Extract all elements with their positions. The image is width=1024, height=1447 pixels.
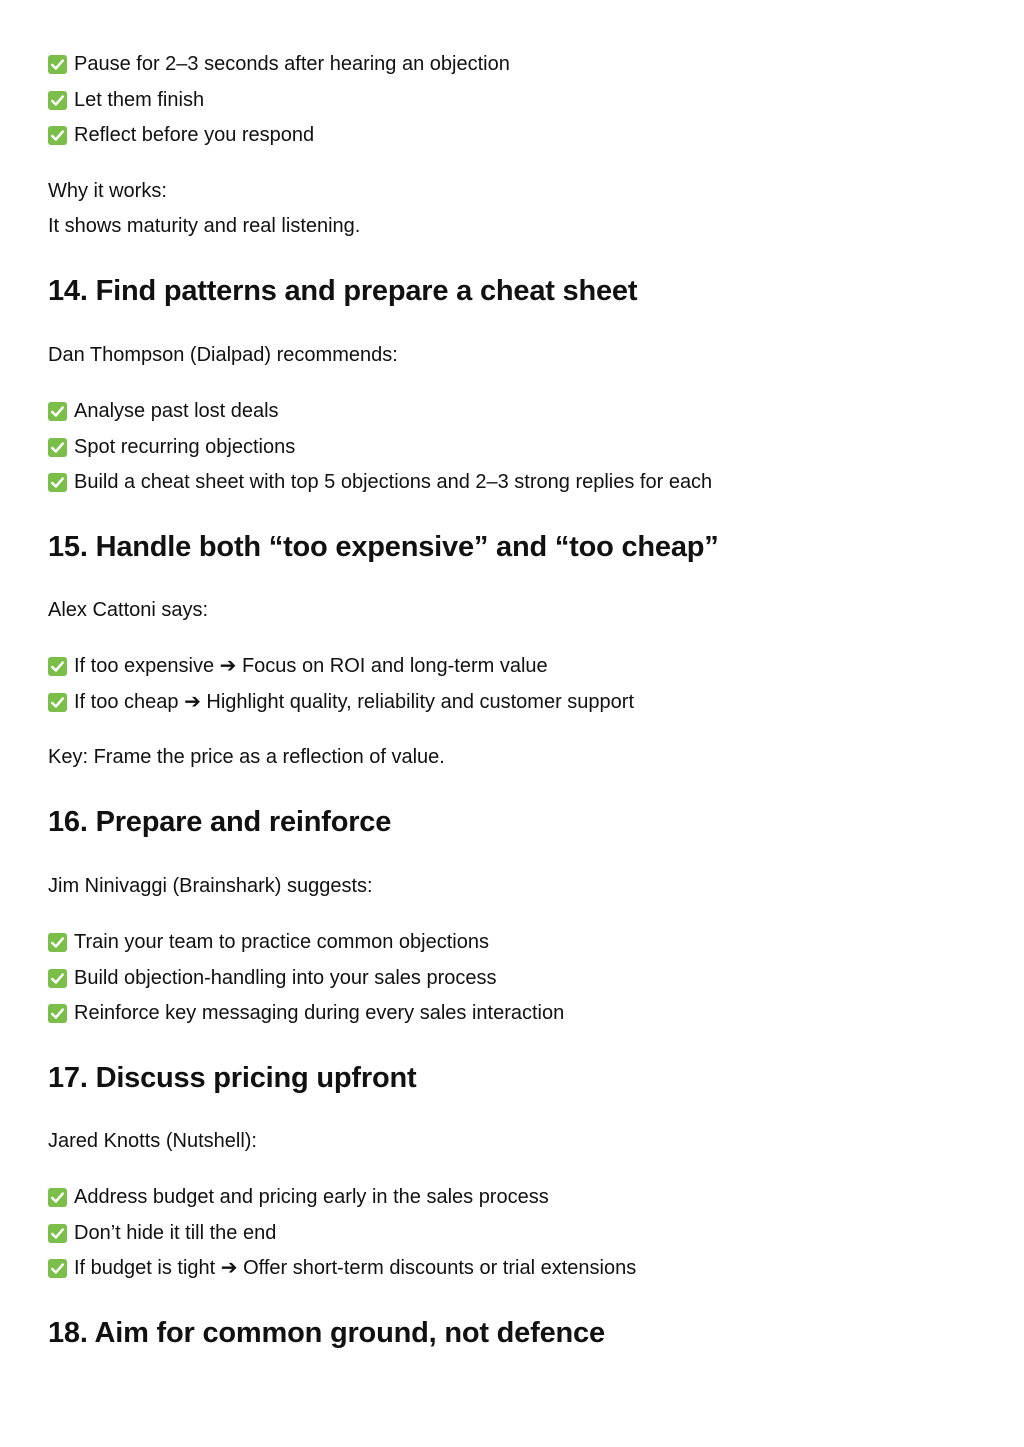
check-mark-button-icon — [48, 126, 67, 145]
section-heading: 14. Find patterns and prepare a cheat sheet — [48, 275, 638, 307]
check-mark-button-icon — [48, 657, 67, 676]
check-mark-button-icon — [48, 933, 67, 952]
section-lead: Dan Thompson (Dialpad) recommends: — [48, 344, 398, 366]
checklist-item — [48, 1184, 549, 1210]
section-lead: Jared Knotts (Nutshell): — [48, 1130, 257, 1152]
checklist-item — [48, 653, 548, 679]
check-mark-button-icon — [48, 969, 67, 988]
check-mark-button-icon — [48, 1188, 67, 1207]
check-mark-button-icon — [48, 1004, 67, 1023]
check-mark-button-icon — [48, 91, 67, 110]
checklist-item-text: Build a cheat sheet with top 5 objections and 2–3 strong replies for each — [74, 471, 713, 493]
checklist-item — [48, 51, 510, 77]
checklist-item-text: Train your team to practice common objections — [74, 931, 489, 953]
checklist-item-text: Let them finish — [74, 89, 205, 111]
why-it-works-text: It shows maturity and real listening. — [48, 215, 361, 237]
check-mark-button-icon — [48, 1259, 67, 1278]
check-mark-button-icon — [48, 55, 67, 74]
section-heading: 18. Aim for common ground, not defence — [48, 1317, 605, 1349]
checklist-item-text: Address budget and pricing early in the sales process — [74, 1186, 549, 1208]
checklist-item — [48, 1000, 564, 1026]
checklist-item — [48, 87, 204, 113]
section-lead: Alex Cattoni says: — [48, 599, 209, 621]
check-mark-button-icon — [48, 693, 67, 712]
checklist-item-text: Spot recurring objections — [74, 436, 296, 458]
checklist-item — [48, 469, 712, 495]
check-mark-button-icon — [48, 1224, 67, 1243]
checklist-item — [48, 929, 489, 955]
checklist-item-text: Pause for 2–3 seconds after hearing an objection — [74, 53, 510, 75]
checklist-item — [48, 398, 279, 424]
check-mark-button-icon — [48, 438, 67, 457]
checklist-item — [48, 1220, 276, 1246]
checklist-item — [48, 689, 634, 715]
section-lead: Jim Ninivaggi (Brainshark) suggests: — [48, 875, 373, 897]
checklist-item — [48, 1255, 636, 1281]
checklist-item — [48, 965, 496, 991]
section-heading: 15. Handle both “too expensive” and “too cheap” — [48, 531, 719, 563]
check-mark-button-icon — [48, 473, 67, 492]
checklist-item-text: If too cheap ➔ Highlight quality, reliability and customer support — [74, 691, 635, 713]
why-it-works-label: Why it works: — [48, 180, 167, 202]
checklist-item-text: Analyse past lost deals — [74, 400, 279, 422]
section-heading: 17. Discuss pricing upfront — [48, 1062, 417, 1094]
checklist-item-text: If too expensive ➔ Focus on ROI and long-term value — [74, 655, 548, 677]
section-heading: 16. Prepare and reinforce — [48, 806, 392, 838]
key-note: Key: Frame the price as a reflection of value. — [48, 746, 445, 768]
checklist-item-text: Build objection-handling into your sales process — [74, 967, 497, 989]
checklist-item-text: Reflect before you respond — [74, 124, 315, 146]
check-mark-button-icon — [48, 402, 67, 421]
checklist-item-text: If budget is tight ➔ Offer short-term discounts or trial extensions — [74, 1257, 637, 1279]
checklist-item-text: Reinforce key messaging during every sales interaction — [74, 1002, 565, 1024]
checklist-item-text: Don’t hide it till the end — [74, 1222, 277, 1244]
checklist-item — [48, 122, 314, 148]
checklist-item — [48, 434, 295, 460]
